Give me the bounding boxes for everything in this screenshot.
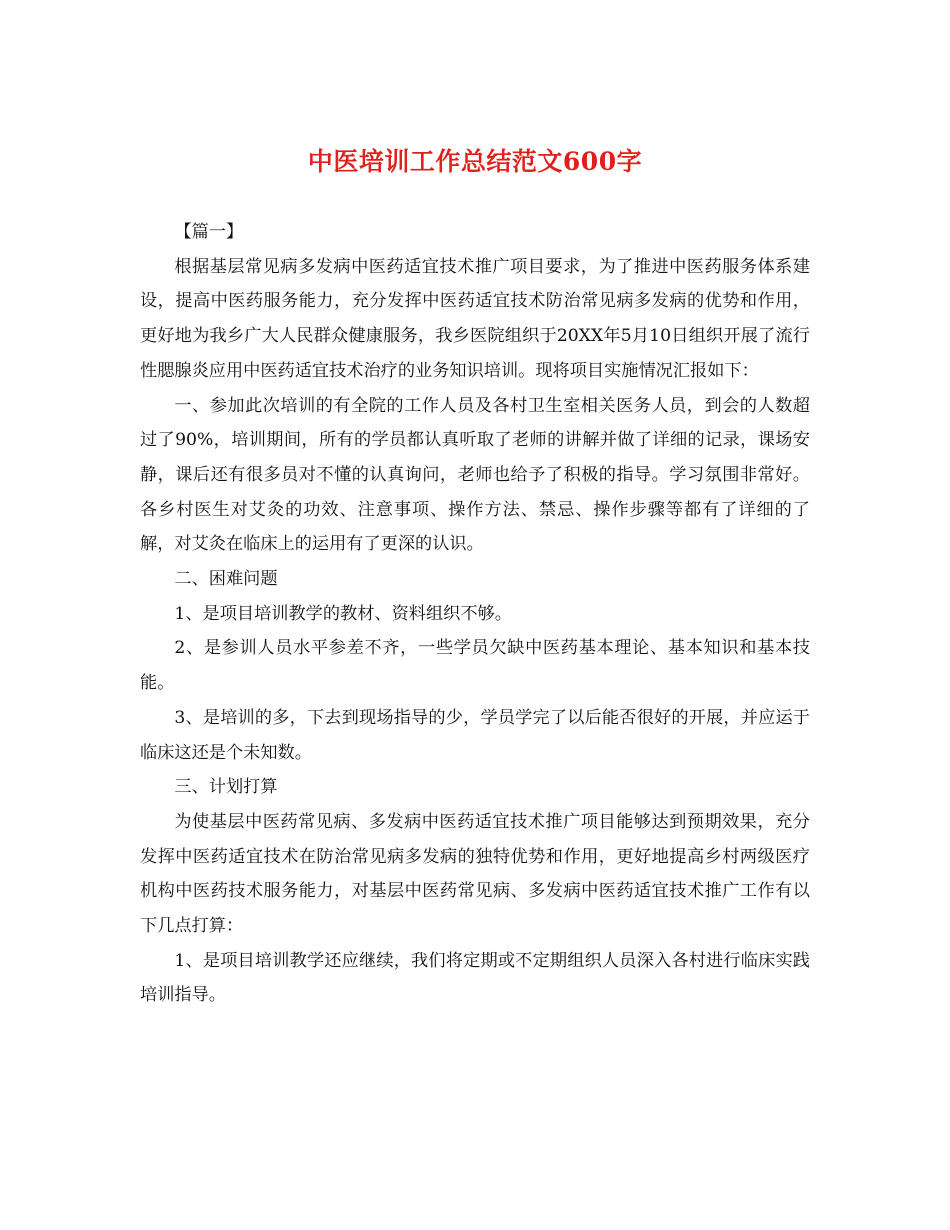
list-item-difficulty-3: 3、是培训的多，下去到现场指导的少，学员学完了以后能否很好的开展，并应运于临床这还是个未知数。	[140, 707, 810, 763]
section-heading-part-one: 【篇一】	[174, 222, 244, 242]
document-title: 中医培训工作总结范文600字	[307, 147, 643, 176]
section-heading-plans: 三、计划打算	[174, 777, 278, 798]
list-item-difficulty-2: 2、是参训人员水平参差不齐，一些学员欠缺中医药基本理论、基本知识和基本技能。	[140, 638, 810, 694]
paragraph-plans-intro: 为使基层中医药常见病、多发病中医药适宜技术推广项目能够达到预期效果，充分发挥中医药适宜技术在防治常见病多发病的独特优势和作用，更好地提高乡村两级医疗机构中医药技术服务能力，对基层中医药常见病、多发病中医药适宜技术推广工作有以下几点打算：	[140, 811, 810, 937]
section-heading-difficulties: 二、困难问题	[174, 569, 278, 590]
paragraph-intro: 根据基层常见病多发病中医药适宜技术推广项目要求，为了推进中医药服务体系建设，提高中医药服务能力，充分发挥中医药适宜技术防治常见病多发病的优势和作用，更好地为我乡广大人民群众健康服务，我乡医院组织于20XX年5月10日组织开展了流行性腮腺炎应用中医药适宜技术治疗的业务知识培训。现将项目实施情况汇报如下：	[140, 256, 810, 381]
paragraph-section-one: 一、参加此次培训的有全院的工作人员及各村卫生室相关医务人员，到会的人数超过了90%，培训期间，所有的学员都认真听取了老师的讲解并做了详细的记录，课场安静，课后还有很多员对不懂的认真询问，老师也给予了积极的指导。学习氛围非常好。各乡村医生对艾灸的功效、注意事项、操作方法、禁忌、操作步骤等都有了详细的了解，对艾灸在临床上的运用有了更深的认识。	[140, 395, 810, 555]
document-body	[140, 215, 810, 1013]
list-item-plan-1: 1、是项目培训教学还应继续，我们将定期或不定期组织人员深入各村进行临床实践培训指导。	[140, 950, 810, 1006]
list-item-difficulty-1: 1、是项目培训教学的教材、资料组织不够。	[174, 603, 512, 624]
